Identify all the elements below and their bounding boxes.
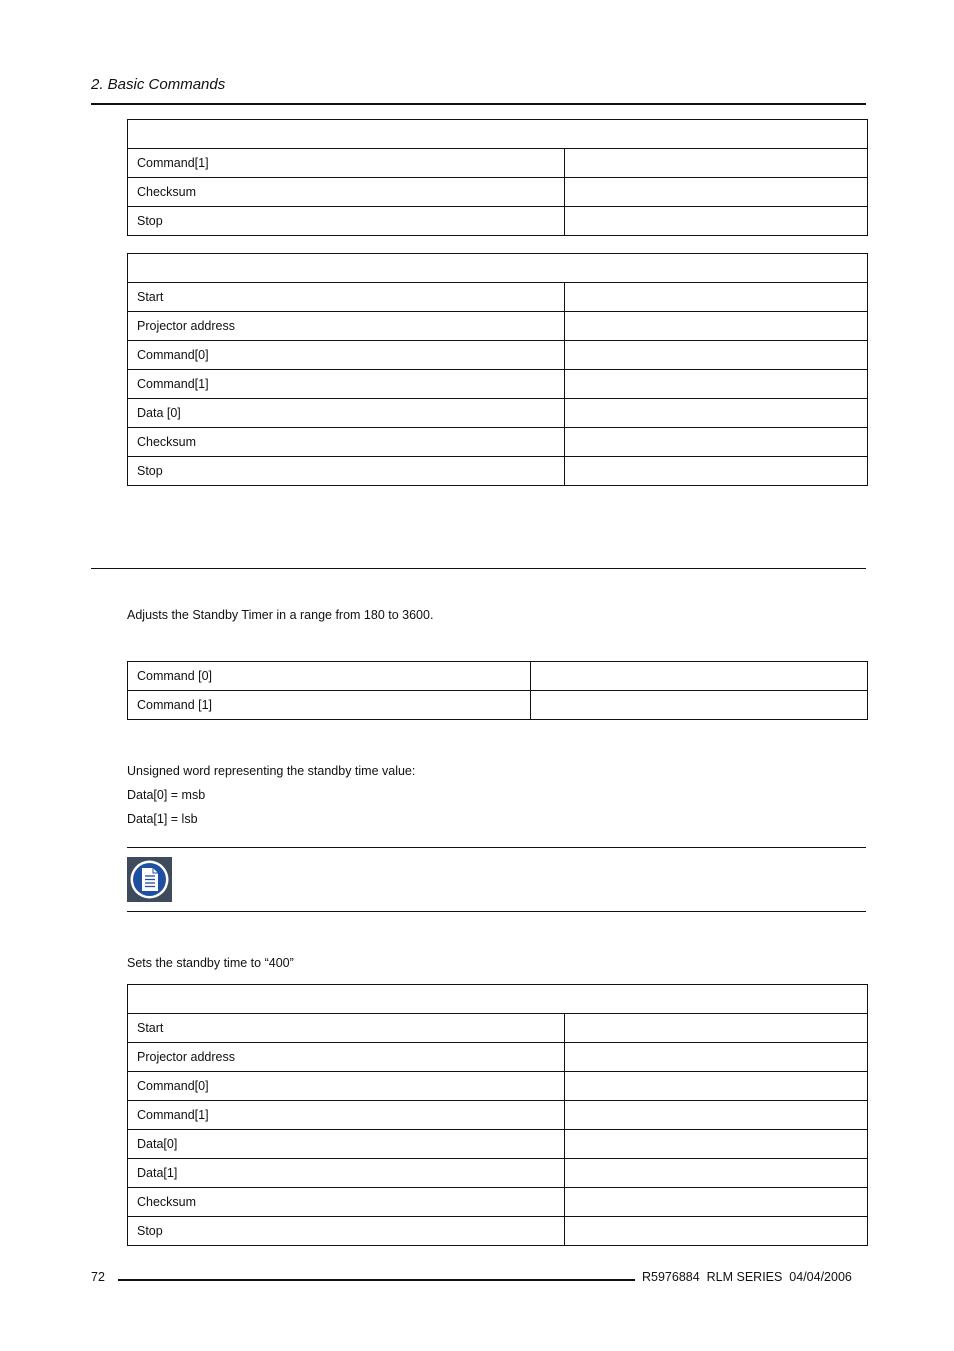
table-row: [128, 283, 868, 312]
row-label: Command [1]: [128, 691, 531, 720]
row-value: [565, 457, 868, 486]
row-label: Data [0]: [128, 399, 565, 428]
table-header-row: [128, 120, 868, 149]
table-row: [128, 1101, 868, 1130]
note-bottom-rule: [127, 911, 866, 912]
page-number: 72: [91, 1270, 105, 1284]
row-value: [531, 662, 868, 691]
page-header-title: 2. Basic Commands: [91, 76, 226, 93]
row-value: [565, 1159, 868, 1188]
table-row: [128, 428, 868, 457]
table-row: [128, 149, 868, 178]
table-row: [128, 370, 868, 399]
row-value: [565, 1217, 868, 1246]
return-table: [127, 253, 868, 486]
table-row: [128, 178, 868, 207]
example-table: [127, 984, 868, 1246]
row-label: Start: [128, 283, 565, 312]
command-code-table: [127, 661, 868, 720]
row-label: Data[1]: [128, 1159, 565, 1188]
table-row: [128, 457, 868, 486]
row-value: [531, 691, 868, 720]
table-header-row: [128, 985, 868, 1014]
row-label: Data[0]: [128, 1130, 565, 1159]
row-value: [565, 312, 868, 341]
table-row: [128, 1217, 868, 1246]
document-reference: R5976884 RLM SERIES 04/04/2006: [642, 1270, 852, 1284]
row-label: Stop: [128, 457, 565, 486]
row-value: [565, 341, 868, 370]
data-description-line: Unsigned word representing the standby time value:: [127, 764, 416, 778]
table-row: [128, 399, 868, 428]
table-row: [128, 1014, 868, 1043]
table-header-cell: [128, 120, 868, 149]
table-row: [128, 1159, 868, 1188]
row-label: Command[1]: [128, 1101, 565, 1130]
row-value: [565, 283, 868, 312]
table-header-cell: [128, 985, 868, 1014]
note-top-rule: [127, 847, 866, 848]
row-value: [565, 1043, 868, 1072]
table-row: [128, 207, 868, 236]
row-value: [565, 207, 868, 236]
row-label: Command[1]: [128, 149, 565, 178]
row-value: [565, 1130, 868, 1159]
footer-rule: [118, 1279, 635, 1281]
note-icon: [127, 857, 172, 902]
row-value: [565, 1072, 868, 1101]
example-caption: Sets the standby time to “400”: [127, 956, 294, 970]
row-label: Command [0]: [128, 662, 531, 691]
table-row: [128, 1130, 868, 1159]
table-header-cell: [128, 254, 868, 283]
row-value: [565, 178, 868, 207]
table-row: [128, 662, 868, 691]
row-label: Checksum: [128, 428, 565, 457]
row-label: Checksum: [128, 178, 565, 207]
row-value: [565, 1101, 868, 1130]
row-label: Stop: [128, 1217, 565, 1246]
table-row: [128, 1043, 868, 1072]
row-value: [565, 370, 868, 399]
table-row: [128, 312, 868, 341]
command-table-continued: [127, 119, 868, 236]
section-rule: [91, 568, 866, 569]
row-value: [565, 399, 868, 428]
section-description: Adjusts the Standby Timer in a range from 180 to 3600.: [127, 608, 434, 622]
table-header-row: [128, 254, 868, 283]
row-label: Checksum: [128, 1188, 565, 1217]
table-row: [128, 691, 868, 720]
row-label: Command[0]: [128, 341, 565, 370]
row-value: [565, 1188, 868, 1217]
row-label: Projector address: [128, 312, 565, 341]
data-lsb-line: Data[1] = lsb: [127, 812, 198, 826]
row-label: Stop: [128, 207, 565, 236]
row-label: Projector address: [128, 1043, 565, 1072]
row-label: Command[0]: [128, 1072, 565, 1101]
row-value: [565, 149, 868, 178]
row-value: [565, 1014, 868, 1043]
row-value: [565, 428, 868, 457]
row-label: Start: [128, 1014, 565, 1043]
data-msb-line: Data[0] = msb: [127, 788, 206, 802]
header-rule: [91, 103, 866, 105]
table-row: [128, 1072, 868, 1101]
table-row: [128, 341, 868, 370]
table-row: [128, 1188, 868, 1217]
row-label: Command[1]: [128, 370, 565, 399]
